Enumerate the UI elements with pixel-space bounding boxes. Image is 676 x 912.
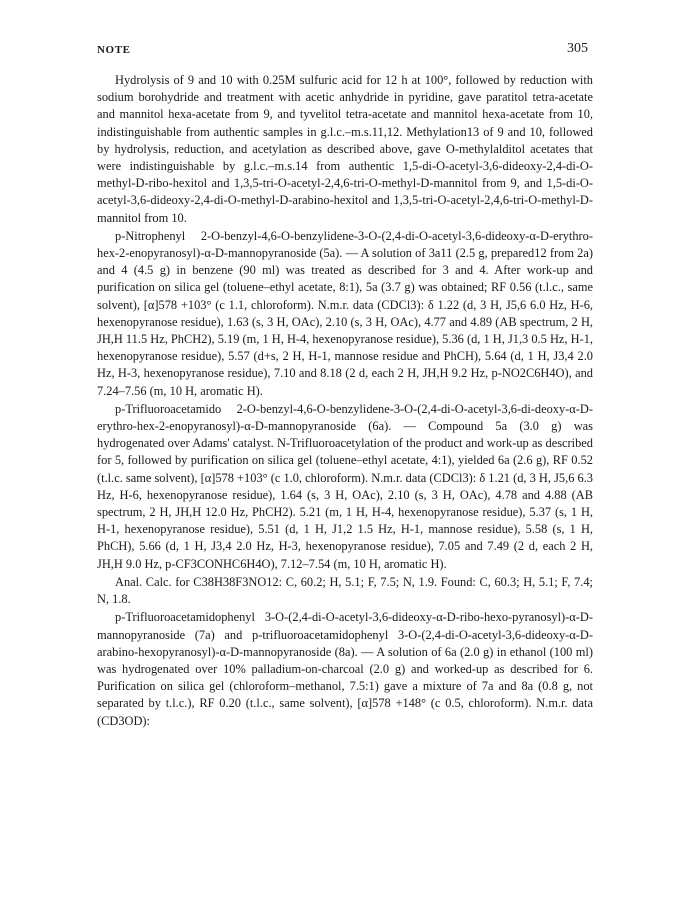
- paragraph-compound-5a: p-Nitrophenyl 2-O-benzyl-4,6-O-benzylidene-3-O-(2,4-di-O-acetyl-3,6-dideoxy-α-D-erythro-hex-2-enopyranosyl)-α-D-mannopyranoside (5a). — A solution of 3a11 (2.5 g, prepared12 from 2a) and 4 (4.5 g) in benzene (90 ml) was treated as described for 3 and 4. After work-up and purification on silica gel (toluene–ethyl acetate, 8:1), 5a (3.7 g) was obtained; RF 0.56 (t.l.c., same solvent), [α]578 +103° (c 1.1, chloroform). N.m.r. data (CDCl3): δ 1.22 (d, 3 H, J5,6 6.0 Hz, H-6, hexenopyranose residue), 1.63 (s, 3 H, OAc), 2.10 (s, 3 H, OAc), 4.77 and 4.89 (AB spectrum, 2 H, JH,H 11.5 Hz, PhCH2), 5.19 (m, 1 H, H-4, hexenopyranose residue), 5.36 (d, 1 H, J1,3 0.5 Hz, H-1, hexenopyranose residue), 5.57 (d+s, 2 H, H-1, mannose residue and PhCH), 5.64 (d, 1 H, J3,4 2.0 Hz, H-3, hexenopyranose residue), 7.10 and 8.18 (2 d, each 2 H, JH,H 9.2 Hz, p-NO2C6H4O), and 7.24–7.56 (m, 10 H, aromatic H).: [97, 228, 593, 398]
- paragraph-analysis: Anal. Calc. for C38H38F3NO12: C, 60.2; H, 5.1; F, 7.5; N, 1.9. Found: C, 60.3; H, 5.1; F, 7.4; N, 1.8.: [97, 574, 593, 607]
- paragraph-compounds-7a-8a: p-Trifluoroacetamidophenyl 3-O-(2,4-di-O-acetyl-3,6-dideoxy-α-D-ribo-hexo-pyranosyl)-α-D-mannopyranoside (7a) and p-trifluoroacetamidophenyl 3-O-(2,4-di-O-acetyl-3,6-dideoxy-α-D-arabino-hexopyranosyl)-α-D-mannopyranoside (8a). — A solution of 6a (2.0 g) in ethanol (100 ml) was hydrogenated over 10% palladium-on-charcoal (2.0 g) and worked-up as described for 6. Purification on silica gel (chloroform–methanol, 7.5:1) gave a mixture of 7a and 8a (0.8 g, not separated by t.l.c.), RF 0.20 (t.l.c., same solvent), [α]578 +148° (c 0.5, chloroform). N.m.r. data (CD3OD):: [97, 610, 593, 728]
- paragraph-hydrolysis: Hydrolysis of 9 and 10 with 0.25M sulfuric acid for 12 h at 100°, followed by reduction with sodium borohydride and treatment with acetic anhydride in pyridine, gave paratitol tetra-acetate and mannitol hexa-acetate from 9, and tyvelitol tetra-acetate and mannitol hexa-acetate from 10, indistinguishable from authentic samples in g.l.c.–m.s.11,12. Methylation13 of 9 and 10, followed by hydrolysis, reduction, and acetylation as described above, gave O-methylalditol acetates that were indistinguishable by g.l.c.–m.s.14 from authentic 1,5-di-O-acetyl-3,6-dideoxy-2,4-di-O-methyl-D-ribo-hexitol and 1,3,5-tri-O-acetyl-2,4,6-tri-O-methyl-D-mannitol from 9, and 1,5-di-O-acetyl-3,6-dideoxy-2,4-di-O-methyl-D-arabino-hexitol and 1,3,5-tri-O-acetyl-2,4,6-tri-O-methyl-D-mannitol from 10.: [97, 73, 593, 225]
- article-body: [97, 72, 593, 730]
- paragraph-compound-6a: p-Trifluoroacetamido 2-O-benzyl-4,6-O-benzylidene-3-O-(2,4-di-O-acetyl-3,6-di-deoxy-α-D-erythro-hex-2-enopyranosyl)-α-D-mannopyranoside (6a). — Compound 5a (3.0 g) was hydrogenated over Adams' catalyst. N-Trifluoroacetylation of the product and work-up as described for 5, followed by purification on silica gel (toluene–ethyl acetate, 4:1), yielded 6a (2.6 g), RF 0.52 (t.l.c. same solvent), [α]578 +103° (c 1.0, chloroform). N.m.r. data (CDCl3): δ 1.21 (d, 3 H, J5,6 6.3 Hz, H-6, hexenopyranose residue), 1.64 (s, 3 H, OAc), 2.10 (s, 3 H, OAc), 4.78 and 4.88 (AB spectrum, 2 H, JH,H 12.0 Hz, PhCH2). 5.21 (m, 1 H, H-4, hexenopyranose residue), 5.37 (s, 1 H, H-1, hexenopyranose residue), 5.51 (d, 1 H, J1,2 1.5 Hz, H-1, mannose residue), 5.58 (s, 1 H, PhCH), 5.66 (d, 1 H, J3,4 2.0 Hz, H-3, hexenopyranose residue), 7.05 and 7.49 (2 d, each 2 H, JH,H 9.0 Hz, p-CF3CONHC6H4O), 7.12–7.54 (m, 10 H, aromatic H).: [97, 401, 593, 571]
- page-number: 305: [567, 41, 588, 56]
- running-head: NOTE: [97, 44, 131, 56]
